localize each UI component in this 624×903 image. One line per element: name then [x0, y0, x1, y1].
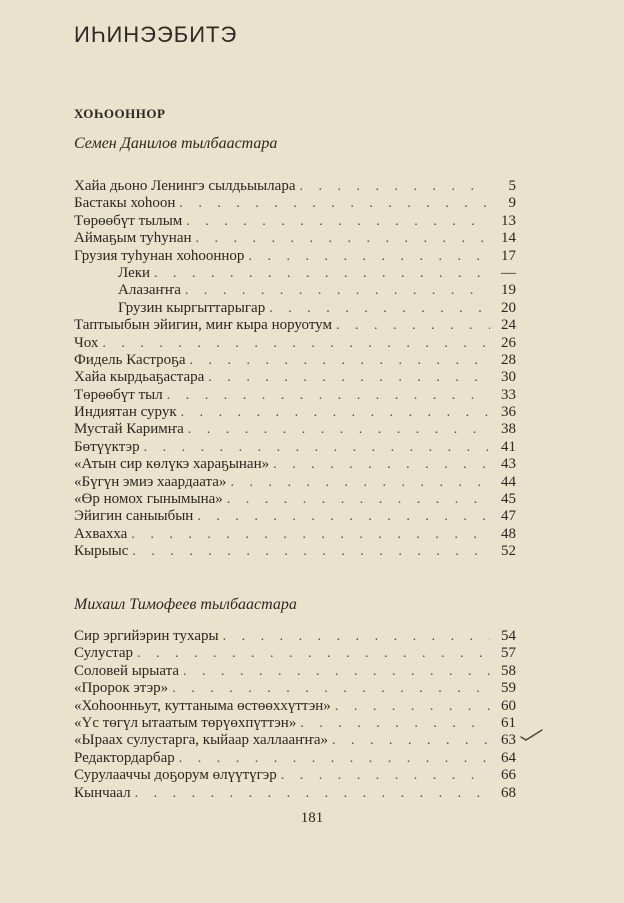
toc-entry	[74, 317, 516, 334]
toc-entry	[74, 282, 516, 299]
toc-entry	[74, 474, 516, 491]
dot-leader	[223, 628, 490, 645]
toc-entry	[74, 213, 516, 230]
toc-entry-title: Хайа дьоно Ленингэ сылдьыылара	[74, 178, 296, 194]
toc-entry-title: Сулустар	[74, 645, 134, 662]
toc-entry-title: «Хоһоонньут, куттаныма өстөөххүттэн»	[74, 697, 331, 714]
dot-leader	[332, 732, 490, 749]
toc-entry-page: 48	[501, 525, 516, 542]
dot-leader	[300, 715, 490, 732]
author-heading: Семен Данилов тылбаастара	[74, 135, 278, 152]
dot-leader	[137, 645, 490, 662]
toc-entry	[74, 404, 516, 421]
toc-entry-title: Төрөөбүт тылым	[74, 212, 183, 229]
toc-entry-page: 47	[501, 508, 516, 525]
handwritten-check-icon	[520, 728, 544, 742]
toc-entry	[74, 767, 516, 784]
section-label: ХОҺООННОР	[74, 106, 166, 121]
toc-entry-title: Хайа кырдьаҕастара	[74, 369, 205, 386]
toc-entry	[74, 508, 516, 525]
toc-entry-page: 68	[501, 784, 516, 801]
toc-entry	[74, 628, 516, 645]
toc-entry-page: 30	[501, 369, 516, 386]
dot-leader	[179, 750, 490, 767]
toc-entry-page: 63	[501, 732, 516, 749]
dot-leader	[179, 195, 490, 212]
dot-leader	[299, 178, 490, 195]
toc-entry-title: Ахвахха	[74, 525, 128, 542]
toc-entry-page: 54	[501, 628, 516, 644]
toc-entry-title: «Пророк этэр»	[74, 680, 169, 697]
dot-leader	[131, 526, 490, 543]
toc-entry-title: Леки	[118, 264, 151, 281]
toc-entry	[74, 543, 516, 560]
toc-entry-page: 14	[501, 230, 516, 247]
toc-entry	[74, 387, 516, 404]
toc-entry-title: Аймаҕым туһунан	[74, 230, 192, 247]
toc-entry-title: «Бүгүн эмиэ хаардаата»	[74, 473, 227, 490]
author-heading: Михаил Тимофеев тылбаастара	[74, 596, 297, 613]
dot-leader	[167, 387, 490, 404]
toc-entry-page: 24	[501, 317, 516, 334]
toc-entry	[74, 663, 516, 680]
dot-leader	[208, 369, 490, 386]
toc-entry-page: 36	[501, 404, 516, 421]
toc-entry-page: 57	[501, 645, 516, 662]
dot-leader	[230, 474, 490, 491]
dot-leader	[185, 282, 490, 299]
dot-leader	[183, 663, 490, 680]
dot-leader	[135, 785, 490, 802]
toc-entry	[74, 195, 516, 212]
page-number: 181	[300, 810, 324, 826]
dot-leader	[144, 439, 490, 456]
toc-entry	[74, 248, 516, 265]
toc-entry	[74, 698, 516, 715]
toc-entry	[74, 456, 516, 473]
toc-entry-page: —	[501, 264, 516, 281]
dot-leader	[172, 680, 490, 697]
dot-leader	[336, 317, 490, 334]
toc-entry-page: 28	[501, 351, 516, 368]
toc-entry	[74, 421, 516, 438]
toc-entry-title: Грузия туһунан хоһооннор	[74, 247, 245, 264]
toc-entry	[74, 230, 516, 247]
dot-leader	[335, 698, 490, 715]
dot-leader	[186, 213, 490, 230]
toc-entry-page: 20	[501, 299, 516, 316]
toc-entry-page: 17	[501, 247, 516, 264]
toc-entry-page: 13	[501, 212, 516, 229]
toc-entry-title: Соловей ырыата	[74, 662, 180, 679]
toc-entry	[74, 715, 516, 732]
toc-entry	[74, 750, 516, 767]
toc-entry-page: 19	[501, 282, 516, 299]
toc-entry-page: 33	[501, 386, 516, 403]
toc-entry-page: 66	[501, 767, 516, 784]
toc-entry	[74, 680, 516, 697]
toc-list	[74, 628, 516, 802]
toc-entry-title: Сир эргийэрин тухары	[74, 628, 219, 644]
toc-entry-title: «Ыраах сулустарга, кыйаар халлааҥҥа»	[74, 732, 328, 749]
dot-leader	[181, 404, 490, 421]
toc-entry-page: 58	[501, 662, 516, 679]
toc-entry	[74, 491, 516, 508]
toc-entry	[74, 300, 516, 317]
toc-entry	[74, 178, 516, 195]
dot-leader	[248, 248, 490, 265]
toc-entry	[74, 265, 516, 282]
dot-leader	[154, 265, 490, 282]
dot-leader	[196, 230, 490, 247]
toc-entry-page: 26	[501, 334, 516, 351]
toc-entry-page: 41	[501, 438, 516, 455]
toc-entry-title: Грузин кыргыттарыгар	[118, 299, 266, 316]
toc-entry	[74, 645, 516, 662]
dot-leader	[102, 335, 490, 352]
toc-entry-title: Сурулааччы доҕорум өлүүтүгэр	[74, 767, 277, 784]
dot-leader	[188, 421, 490, 438]
toc-entry-page: 38	[501, 421, 516, 438]
toc-entry-page: 9	[508, 195, 516, 212]
toc-entry	[74, 785, 516, 802]
toc-entry-page: 59	[501, 680, 516, 697]
toc-entry-title: Төрөөбүт тыл	[74, 386, 163, 403]
toc-list	[74, 178, 516, 561]
toc-entry-title: «Атын сир көлүкэ хараҕынан»	[74, 456, 270, 473]
page-title: ИҺИНЭЭБИТЭ	[74, 22, 238, 47]
dot-leader	[197, 508, 490, 525]
toc-entry	[74, 352, 516, 369]
toc-entry-page: 44	[501, 473, 516, 490]
toc-entry-page: 60	[501, 697, 516, 714]
dot-leader	[190, 352, 491, 369]
dot-leader	[281, 767, 490, 784]
toc-entry-title: Бөтүүктэр	[74, 438, 140, 455]
toc-entry-page: 61	[501, 714, 516, 731]
toc-entry-title: Чох	[74, 334, 99, 351]
toc-entry-title: «Үс төгүл ытаатым төрүөхпүттэн»	[74, 714, 297, 731]
toc-entry-title: Мустай Каримҥа	[74, 421, 184, 438]
toc-entry	[74, 439, 516, 456]
toc-entry	[74, 369, 516, 386]
toc-entry-page: 5	[508, 178, 516, 194]
toc-entry-title: Таптыыбын эйигин, миҥ кыра норуотум	[74, 317, 332, 334]
toc-entry-title: Индиятан сурук	[74, 404, 177, 421]
toc-entry-page: 52	[501, 543, 516, 560]
dot-leader	[273, 456, 490, 473]
toc-entry-title: Эйигин саныыбын	[74, 508, 194, 525]
toc-entry	[74, 732, 516, 749]
toc-entry-title: Редактордарбар	[74, 749, 175, 766]
toc-entry-title: Кынчаал	[74, 784, 131, 801]
toc-entry-title: Фидель Кастроҕа	[74, 351, 186, 368]
toc-entry	[74, 526, 516, 543]
toc-entry-title: Алазаҥҥа	[118, 282, 181, 299]
toc-entry-page: 64	[501, 749, 516, 766]
toc-entry-title: «Өр номох гынымына»	[74, 491, 223, 508]
dot-leader	[269, 300, 490, 317]
toc-entry	[74, 335, 516, 352]
dot-leader	[132, 543, 490, 560]
toc-entry-page: 43	[501, 456, 516, 473]
toc-entry-title: Кырыыс	[74, 543, 129, 560]
toc-entry-title: Бастакы хоһоон	[74, 195, 176, 212]
toc-entry-page: 45	[501, 491, 516, 508]
dot-leader	[227, 491, 490, 508]
